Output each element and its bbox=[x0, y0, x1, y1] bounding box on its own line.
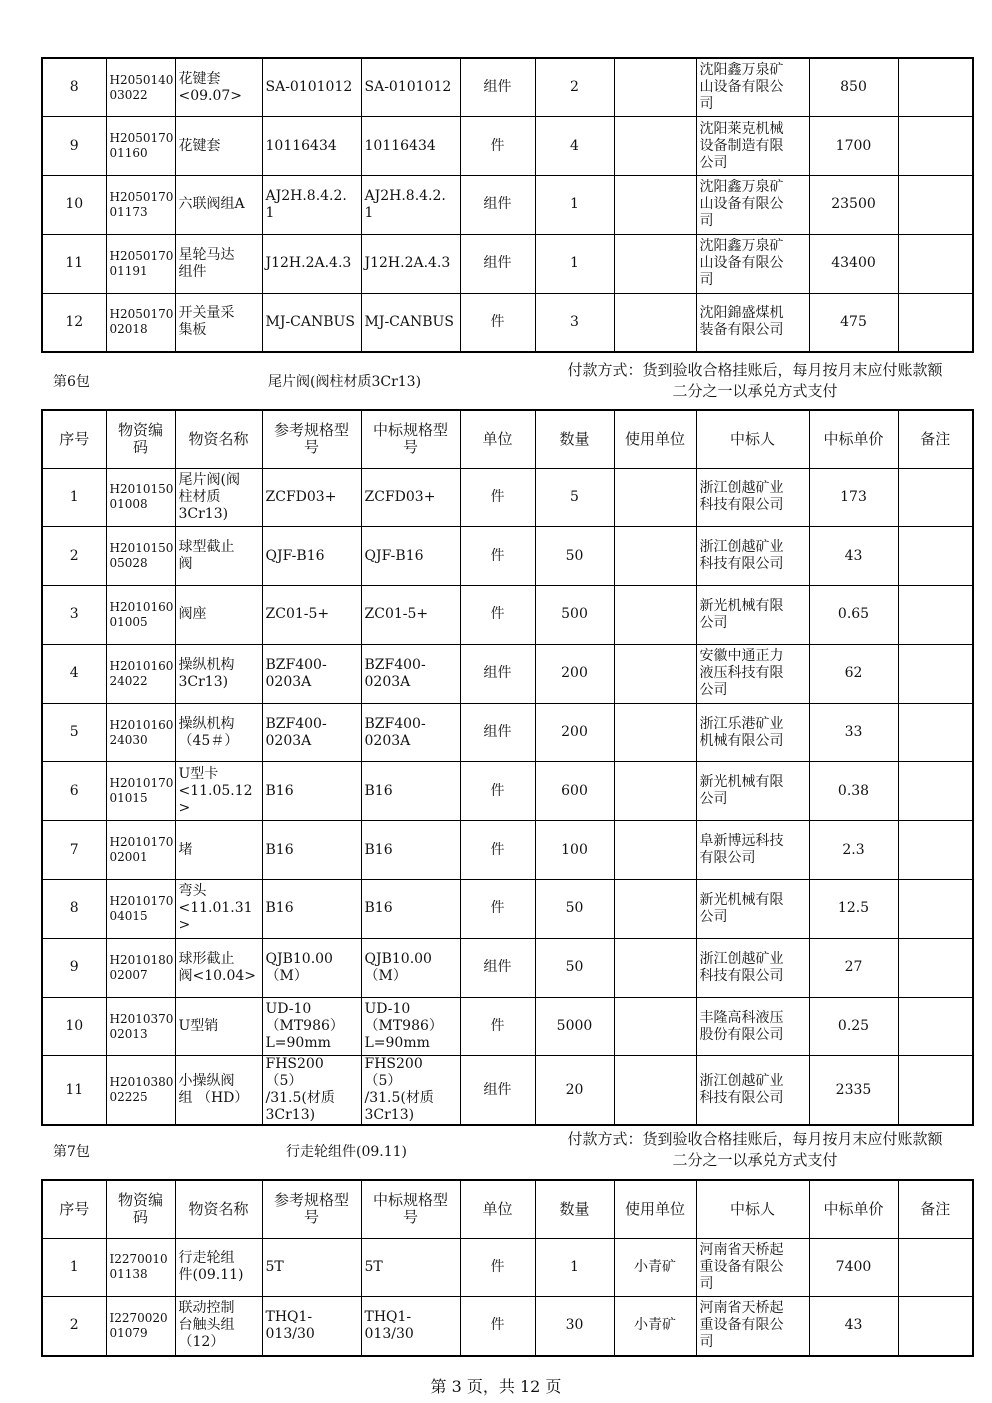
cell-ref-spec: BZF400- 0203A bbox=[262, 703, 361, 762]
table-row bbox=[42, 997, 973, 1056]
cell-code: H2010160 24030 bbox=[106, 703, 175, 762]
cell-qty: 50 bbox=[535, 527, 614, 586]
cell-price: 43 bbox=[809, 527, 898, 586]
cell-price: 33 bbox=[809, 703, 898, 762]
cell-winner: 丰隆高科液压 股份有限公司 bbox=[696, 997, 809, 1056]
header-cell-unit: 单位 bbox=[460, 410, 535, 468]
cell-bid-spec: B16 bbox=[361, 880, 460, 939]
cell-unit: 组件 bbox=[460, 644, 535, 703]
cell-remark bbox=[898, 58, 973, 117]
cell-qty: 5 bbox=[535, 468, 614, 527]
cell-qty: 3 bbox=[535, 293, 614, 352]
cell-name: 小操纵阀 组 （HD） bbox=[175, 1056, 262, 1126]
cell-seq: 5 bbox=[42, 703, 106, 762]
cell-ref-spec: QJF-B16 bbox=[262, 527, 361, 586]
cell-price: 475 bbox=[809, 293, 898, 352]
cell-unit: 件 bbox=[460, 117, 535, 176]
cell-code: H2050140 03022 bbox=[106, 58, 175, 117]
cell-code: H2010160 24022 bbox=[106, 644, 175, 703]
header-cell-code: 物资编 码 bbox=[106, 1180, 175, 1238]
cell-name: 操纵机构 （45＃） bbox=[175, 703, 262, 762]
cell-unit: 件 bbox=[460, 293, 535, 352]
cell-remark bbox=[898, 586, 973, 645]
cell-bid-spec: BZF400- 0203A bbox=[361, 703, 460, 762]
cell-unit: 件 bbox=[460, 762, 535, 821]
cell-ref-spec: THQ1-013/30 bbox=[262, 1297, 361, 1356]
cell-unit: 组件 bbox=[460, 938, 535, 997]
cell-remark bbox=[898, 527, 973, 586]
cell-code: H2010160 01005 bbox=[106, 586, 175, 645]
cell-qty: 30 bbox=[535, 1297, 614, 1356]
cell-unit: 件 bbox=[460, 1297, 535, 1356]
cell-price: 2335 bbox=[809, 1056, 898, 1126]
cell-qty: 200 bbox=[535, 703, 614, 762]
cell-ref-spec: J12H.2A.4.3 bbox=[262, 234, 361, 293]
items-table-pkg6 bbox=[41, 409, 974, 1126]
cell-bid-spec: ZC01-5+ bbox=[361, 586, 460, 645]
cell-seq: 8 bbox=[42, 58, 106, 117]
cell-name: 球型截止 阀 bbox=[175, 527, 262, 586]
cell-seq: 1 bbox=[42, 1238, 106, 1297]
cell-bid-spec: B16 bbox=[361, 762, 460, 821]
cell-qty: 2 bbox=[535, 58, 614, 117]
cell-price: 43 bbox=[809, 1297, 898, 1356]
cell-code: H2010170 02001 bbox=[106, 821, 175, 880]
cell-winner: 浙江创越矿业 科技有限公司 bbox=[696, 938, 809, 997]
cell-code: H2050170 01160 bbox=[106, 117, 175, 176]
cell-user-unit bbox=[614, 880, 696, 939]
cell-name: 尾片阀(阀 柱材质 3Cr13) bbox=[175, 468, 262, 527]
cell-remark bbox=[898, 468, 973, 527]
cell-remark bbox=[898, 1297, 973, 1356]
cell-bid-spec: SA-0101012 bbox=[361, 58, 460, 117]
cell-code: H2010170 04015 bbox=[106, 880, 175, 939]
table-row bbox=[42, 527, 973, 586]
cell-name: 操纵机构 3Cr13) bbox=[175, 644, 262, 703]
header-cell-name: 物资名称 bbox=[175, 410, 262, 468]
payment-terms-line-2: 二分之一以承兑方式支付 bbox=[672, 382, 838, 400]
table-row bbox=[42, 821, 973, 880]
cell-winner: 新光机械有限 公司 bbox=[696, 880, 809, 939]
cell-code: H2050170 01173 bbox=[106, 176, 175, 235]
cell-name: U型卡 <11.05.12 > bbox=[175, 762, 262, 821]
cell-bid-spec: AJ2H.8.4.2. 1 bbox=[361, 176, 460, 235]
cell-name: 六联阀组A bbox=[175, 176, 262, 235]
cell-price: 62 bbox=[809, 644, 898, 703]
cell-price: 12.5 bbox=[809, 880, 898, 939]
cell-winner: 河南省天桥起 重设备有限公 司 bbox=[696, 1238, 809, 1297]
cell-code: H2010170 01015 bbox=[106, 762, 175, 821]
table-row bbox=[42, 176, 973, 235]
cell-winner: 沈阳莱克机械 设备制造有限 公司 bbox=[696, 117, 809, 176]
cell-unit: 件 bbox=[460, 997, 535, 1056]
cell-remark bbox=[898, 293, 973, 352]
cell-code: H2050170 01191 bbox=[106, 234, 175, 293]
table-row bbox=[42, 762, 973, 821]
cell-qty: 1 bbox=[535, 176, 614, 235]
cell-code: H2010370 02013 bbox=[106, 997, 175, 1056]
payment-terms bbox=[540, 360, 970, 402]
cell-ref-spec: ZC01-5+ bbox=[262, 586, 361, 645]
cell-unit: 件 bbox=[460, 880, 535, 939]
header-cell-ref-spec: 参考规格型 号 bbox=[262, 1180, 361, 1238]
cell-ref-spec: AJ2H.8.4.2. 1 bbox=[262, 176, 361, 235]
cell-ref-spec: 5T bbox=[262, 1238, 361, 1297]
cell-winner: 新光机械有限 公司 bbox=[696, 586, 809, 645]
package-name: 尾片阀(阀柱材质3Cr13) bbox=[268, 374, 422, 390]
cell-winner: 沈阳鑫万泉矿 山设备有限公 司 bbox=[696, 176, 809, 235]
cell-qty: 600 bbox=[535, 762, 614, 821]
cell-bid-spec: QJB10.00 （M） bbox=[361, 938, 460, 997]
cell-ref-spec: 10116434 bbox=[262, 117, 361, 176]
cell-price: 1700 bbox=[809, 117, 898, 176]
header-cell-user-unit: 使用单位 bbox=[614, 410, 696, 468]
cell-price: 0.25 bbox=[809, 997, 898, 1056]
table-row bbox=[42, 468, 973, 527]
cell-seq: 6 bbox=[42, 762, 106, 821]
cell-code: H2010180 02007 bbox=[106, 938, 175, 997]
cell-ref-spec: B16 bbox=[262, 880, 361, 939]
cell-price: 0.65 bbox=[809, 586, 898, 645]
cell-bid-spec: THQ1-013/30 bbox=[361, 1297, 460, 1356]
cell-winner: 沈阳鑫万泉矿 山设备有限公 司 bbox=[696, 234, 809, 293]
cell-unit: 件 bbox=[460, 527, 535, 586]
cell-user-unit bbox=[614, 117, 696, 176]
cell-user-unit bbox=[614, 293, 696, 352]
cell-remark bbox=[898, 703, 973, 762]
cell-unit: 组件 bbox=[460, 234, 535, 293]
cell-ref-spec: B16 bbox=[262, 762, 361, 821]
cell-bid-spec: 10116434 bbox=[361, 117, 460, 176]
cell-seq: 2 bbox=[42, 527, 106, 586]
header-cell-qty: 数量 bbox=[535, 410, 614, 468]
cell-ref-spec: FHS200（5） /31.5(材质 3Cr13) bbox=[262, 1056, 361, 1126]
cell-ref-spec: UD-10 （MT986） L=90mm bbox=[262, 997, 361, 1056]
cell-ref-spec: SA-0101012 bbox=[262, 58, 361, 117]
payment-terms-line-1: 付款方式：货到验收合格挂账后，每月按月末应付账款额 bbox=[567, 1130, 943, 1148]
table-row bbox=[42, 644, 973, 703]
header-cell-bid-spec: 中标规格型 号 bbox=[361, 1180, 460, 1238]
cell-bid-spec: QJF-B16 bbox=[361, 527, 460, 586]
cell-remark bbox=[898, 880, 973, 939]
cell-seq: 4 bbox=[42, 644, 106, 703]
cell-name: 花键套 bbox=[175, 117, 262, 176]
header-cell-price: 中标单价 bbox=[809, 410, 898, 468]
cell-user-unit bbox=[614, 762, 696, 821]
cell-qty: 4 bbox=[535, 117, 614, 176]
cell-user-unit bbox=[614, 58, 696, 117]
header-cell-unit: 单位 bbox=[460, 1180, 535, 1238]
cell-qty: 50 bbox=[535, 938, 614, 997]
payment-terms-line-2: 二分之一以承兑方式支付 bbox=[672, 1151, 838, 1169]
cell-name: 弯头 <11.01.31 > bbox=[175, 880, 262, 939]
cell-seq: 11 bbox=[42, 234, 106, 293]
cell-seq: 2 bbox=[42, 1297, 106, 1356]
cell-code: H2050170 02018 bbox=[106, 293, 175, 352]
package-label: 第7包 bbox=[53, 1144, 90, 1160]
cell-qty: 500 bbox=[535, 586, 614, 645]
header-cell-bid-spec: 中标规格型 号 bbox=[361, 410, 460, 468]
cell-code: H2010380 02225 bbox=[106, 1056, 175, 1126]
cell-price: 27 bbox=[809, 938, 898, 997]
cell-winner: 沈阳鑫万泉矿 山设备有限公 司 bbox=[696, 58, 809, 117]
cell-qty: 1 bbox=[535, 234, 614, 293]
cell-user-unit: 小青矿 bbox=[614, 1238, 696, 1297]
payment-terms-line-1: 付款方式：货到验收合格挂账后，每月按月末应付账款额 bbox=[567, 361, 943, 379]
page-footer: 第 3 页，共 12 页 bbox=[430, 1377, 562, 1396]
cell-unit: 件 bbox=[460, 586, 535, 645]
cell-seq: 9 bbox=[42, 938, 106, 997]
cell-ref-spec: BZF400- 0203A bbox=[262, 644, 361, 703]
cell-winner: 浙江乐港矿业 机械有限公司 bbox=[696, 703, 809, 762]
table-row bbox=[42, 1056, 973, 1126]
table-header-row bbox=[42, 410, 973, 468]
cell-user-unit bbox=[614, 644, 696, 703]
table-row bbox=[42, 938, 973, 997]
cell-remark bbox=[898, 234, 973, 293]
cell-user-unit bbox=[614, 586, 696, 645]
cell-winner: 河南省天桥起 重设备有限公 司 bbox=[696, 1297, 809, 1356]
cell-qty: 1 bbox=[535, 1238, 614, 1297]
cell-unit: 件 bbox=[460, 468, 535, 527]
table-row bbox=[42, 293, 973, 352]
cell-user-unit bbox=[614, 527, 696, 586]
cell-code: H2010150 01008 bbox=[106, 468, 175, 527]
cell-remark bbox=[898, 762, 973, 821]
cell-ref-spec: ZCFD03+ bbox=[262, 468, 361, 527]
header-cell-remark: 备注 bbox=[898, 410, 973, 468]
header-cell-price: 中标单价 bbox=[809, 1180, 898, 1238]
cell-price: 850 bbox=[809, 58, 898, 117]
cell-name: U型销 bbox=[175, 997, 262, 1056]
cell-qty: 100 bbox=[535, 821, 614, 880]
cell-bid-spec: 5T bbox=[361, 1238, 460, 1297]
cell-name: 行走轮组 件(09.11) bbox=[175, 1238, 262, 1297]
cell-unit: 件 bbox=[460, 1238, 535, 1297]
cell-seq: 1 bbox=[42, 468, 106, 527]
cell-code: I2270020 01079 bbox=[106, 1297, 175, 1356]
cell-user-unit: 小青矿 bbox=[614, 1297, 696, 1356]
items-table-top bbox=[41, 57, 974, 353]
cell-bid-spec: B16 bbox=[361, 821, 460, 880]
header-cell-seq: 序号 bbox=[42, 410, 106, 468]
cell-user-unit bbox=[614, 234, 696, 293]
cell-seq: 3 bbox=[42, 586, 106, 645]
header-cell-winner: 中标人 bbox=[696, 410, 809, 468]
table-row bbox=[42, 58, 973, 117]
table-header-row bbox=[42, 1180, 973, 1238]
cell-user-unit bbox=[614, 703, 696, 762]
cell-seq: 12 bbox=[42, 293, 106, 352]
table-row bbox=[42, 1297, 973, 1356]
header-cell-winner: 中标人 bbox=[696, 1180, 809, 1238]
cell-bid-spec: J12H.2A.4.3 bbox=[361, 234, 460, 293]
header-cell-qty: 数量 bbox=[535, 1180, 614, 1238]
cell-price: 23500 bbox=[809, 176, 898, 235]
items-table-pkg7 bbox=[41, 1179, 974, 1357]
cell-qty: 200 bbox=[535, 644, 614, 703]
cell-unit: 组件 bbox=[460, 176, 535, 235]
header-cell-ref-spec: 参考规格型 号 bbox=[262, 410, 361, 468]
cell-name: 花键套 <09.07> bbox=[175, 58, 262, 117]
cell-code: I2270010 01138 bbox=[106, 1238, 175, 1297]
cell-user-unit bbox=[614, 468, 696, 527]
cell-user-unit bbox=[614, 997, 696, 1056]
cell-user-unit bbox=[614, 821, 696, 880]
cell-winner: 新光机械有限 公司 bbox=[696, 762, 809, 821]
cell-name: 球形截止 阀<10.04> bbox=[175, 938, 262, 997]
cell-ref-spec: B16 bbox=[262, 821, 361, 880]
cell-remark bbox=[898, 644, 973, 703]
cell-seq: 9 bbox=[42, 117, 106, 176]
cell-user-unit bbox=[614, 176, 696, 235]
cell-bid-spec: UD-10 （MT986） L=90mm bbox=[361, 997, 460, 1056]
cell-code: H2010150 05028 bbox=[106, 527, 175, 586]
cell-bid-spec: BZF400- 0203A bbox=[361, 644, 460, 703]
cell-price: 0.38 bbox=[809, 762, 898, 821]
table-row bbox=[42, 117, 973, 176]
cell-unit: 组件 bbox=[460, 703, 535, 762]
cell-remark bbox=[898, 997, 973, 1056]
cell-bid-spec: FHS200（5） /31.5(材质 3Cr13) bbox=[361, 1056, 460, 1126]
cell-name: 开关量采 集板 bbox=[175, 293, 262, 352]
cell-winner: 浙江创越矿业 科技有限公司 bbox=[696, 1056, 809, 1126]
cell-seq: 10 bbox=[42, 176, 106, 235]
cell-price: 173 bbox=[809, 468, 898, 527]
cell-ref-spec: QJB10.00 （M） bbox=[262, 938, 361, 997]
header-cell-code: 物资编 码 bbox=[106, 410, 175, 468]
cell-remark bbox=[898, 176, 973, 235]
cell-seq: 11 bbox=[42, 1056, 106, 1126]
cell-name: 堵 bbox=[175, 821, 262, 880]
cell-winner: 浙江创越矿业 科技有限公司 bbox=[696, 527, 809, 586]
cell-price: 2.3 bbox=[809, 821, 898, 880]
cell-seq: 7 bbox=[42, 821, 106, 880]
package-name: 行走轮组件(09.11) bbox=[286, 1144, 408, 1160]
cell-qty: 20 bbox=[535, 1056, 614, 1126]
cell-price: 7400 bbox=[809, 1238, 898, 1297]
cell-winner: 浙江创越矿业 科技有限公司 bbox=[696, 468, 809, 527]
cell-unit: 组件 bbox=[460, 58, 535, 117]
payment-terms bbox=[540, 1129, 970, 1171]
cell-winner: 沈阳錦盛煤机 装备有限公司 bbox=[696, 293, 809, 352]
header-cell-seq: 序号 bbox=[42, 1180, 106, 1238]
cell-qty: 5000 bbox=[535, 997, 614, 1056]
cell-name: 联动控制 台触头组 （12） bbox=[175, 1297, 262, 1356]
cell-remark bbox=[898, 938, 973, 997]
header-cell-name: 物资名称 bbox=[175, 1180, 262, 1238]
cell-ref-spec: MJ-CANBUS bbox=[262, 293, 361, 352]
cell-user-unit bbox=[614, 1056, 696, 1126]
cell-unit: 件 bbox=[460, 821, 535, 880]
cell-user-unit bbox=[614, 938, 696, 997]
cell-unit: 组件 bbox=[460, 1056, 535, 1126]
cell-remark bbox=[898, 117, 973, 176]
cell-seq: 8 bbox=[42, 880, 106, 939]
cell-remark bbox=[898, 1238, 973, 1297]
cell-remark bbox=[898, 1056, 973, 1126]
cell-bid-spec: ZCFD03+ bbox=[361, 468, 460, 527]
table-row bbox=[42, 1238, 973, 1297]
cell-name: 阀座 bbox=[175, 586, 262, 645]
cell-seq: 10 bbox=[42, 997, 106, 1056]
cell-name: 星轮马达 组件 bbox=[175, 234, 262, 293]
cell-bid-spec: MJ-CANBUS bbox=[361, 293, 460, 352]
table-row bbox=[42, 586, 973, 645]
header-cell-user-unit: 使用单位 bbox=[614, 1180, 696, 1238]
table-row bbox=[42, 234, 973, 293]
table-row bbox=[42, 703, 973, 762]
cell-qty: 50 bbox=[535, 880, 614, 939]
cell-price: 43400 bbox=[809, 234, 898, 293]
cell-winner: 安徽中通正力 液压科技有限 公司 bbox=[696, 644, 809, 703]
table-row bbox=[42, 880, 973, 939]
package-label: 第6包 bbox=[53, 374, 90, 390]
header-cell-remark: 备注 bbox=[898, 1180, 973, 1238]
cell-winner: 阜新博远科技 有限公司 bbox=[696, 821, 809, 880]
cell-remark bbox=[898, 821, 973, 880]
